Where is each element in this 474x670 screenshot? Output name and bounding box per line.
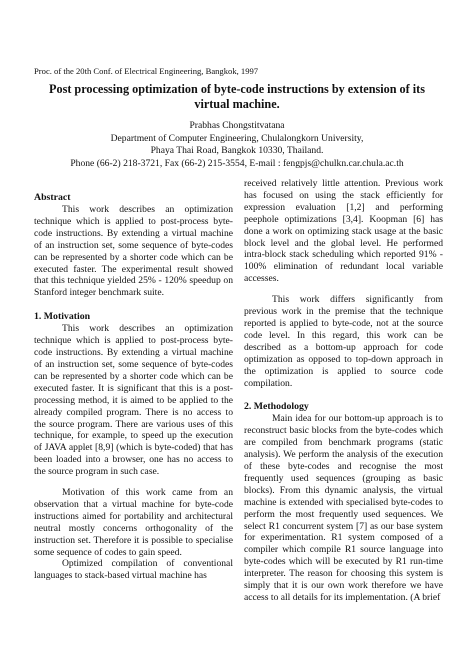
paper-title: Post processing optimization of byte-code instructions by extension of its virtual machine.	[49, 82, 425, 111]
motivation-paragraph-3: Optimized compilation of conventional languages to stack-based virtual machine has	[34, 558, 233, 582]
author-block	[30, 120, 444, 170]
abstract-heading: Abstract	[34, 192, 71, 203]
conference-header: Proc. of the 20th Conf. of Electrical Engineering, Bangkok, 1997	[34, 66, 259, 76]
author-name: Prabhas Chongstitvatana	[189, 120, 285, 131]
methodology-heading: 2. Methodology	[244, 401, 309, 413]
related-work-paragraph: received relatively little attention. Previous work has focused on using the stack efficiently for expression evaluation [1,2] and performing peephole optimizations [3,4]. Koopman [6] has done a work on optimizing stack usage at the basic block level and the global level. He performed intra-block stack scheduling which reported 91% - 100% elimination of redundant local variable accesses.	[244, 178, 443, 285]
motivation-paragraph-1: This work describes an optimization technique which is applied to post-process byte-code instructions. By extending a virtual machine of an instruction set, some sequence of byte-codes can be represented by a shorter code which can be executed faster. It is significant that this is a post-processing method, it is aimed to be applied to the already compiled program. There is no access to the source program. There are various uses of this technique, for example, to speed up the execution of JAVA applet [8,9] (which is byte-coded) that has been loaded into a browser, one has no access to the source program in such case.	[34, 323, 233, 478]
author-contact: Phone (66-2) 218-3721, Fax (66-2) 215-3554, E-mail : fengpjs@chulkn.car.chula.ac.th	[70, 157, 404, 169]
author-department: Department of Computer Engineering, Chulalongkorn University,	[110, 132, 364, 144]
author-address: Phaya Thai Road, Bangkok 10330, Thailand.	[150, 145, 324, 156]
right-column	[244, 178, 443, 604]
methodology-paragraph: Main idea for our bottom-up approach is to reconstruct basic blocks from the byte-codes which are compiled from benchmark programs (static analysis). We perform the analysis of the execution of these byte-codes and recognise the most frequently used sequences (grouping as basic blocks). From this dynamic analysis, the virtual machine is extended with specialised byte-codes to perform the most frequently used sequences. We select R1 concurrent system [7] as our base system for experimentation. R1 system composed of a compiler which compile R1 source language into byte-codes which will be executed by R1 run-time interpreter. The reason for choosing this system is simply that it is our own work therefore we have access to all details for its implementation. (A brief	[244, 413, 443, 603]
motivation-heading: 1. Motivation	[34, 311, 91, 323]
abstract-text: This work describes an optimization technique which is applied to post-process byte-code instructions. By extending a virtual machine of an instruction set, some sequence of byte-codes can be represented by a shorter code which can be executed faster. The experimental result showed that this technique yielded 25% - 120% speedup on Stanford integer benchmark suite.	[34, 204, 233, 299]
motivation-paragraph-2: Motivation of this work came from an observation that a virtual machine for byte-code instructions aimed for portability and architectural neutral mostly concerns orthogonality of the instruction set. Therefore it is possible to specialise some sequence of codes to gain speed.	[34, 487, 233, 558]
differences-paragraph: This work differs significantly from previous work in the premise that the technique reported is applied to byte-code, not at the source code level. In this regard, this work can be described as a bottom-up approach for code optimization as opposed to top-down approach in the optimization is applied to source code compilation.	[244, 294, 443, 389]
left-column	[34, 192, 233, 582]
